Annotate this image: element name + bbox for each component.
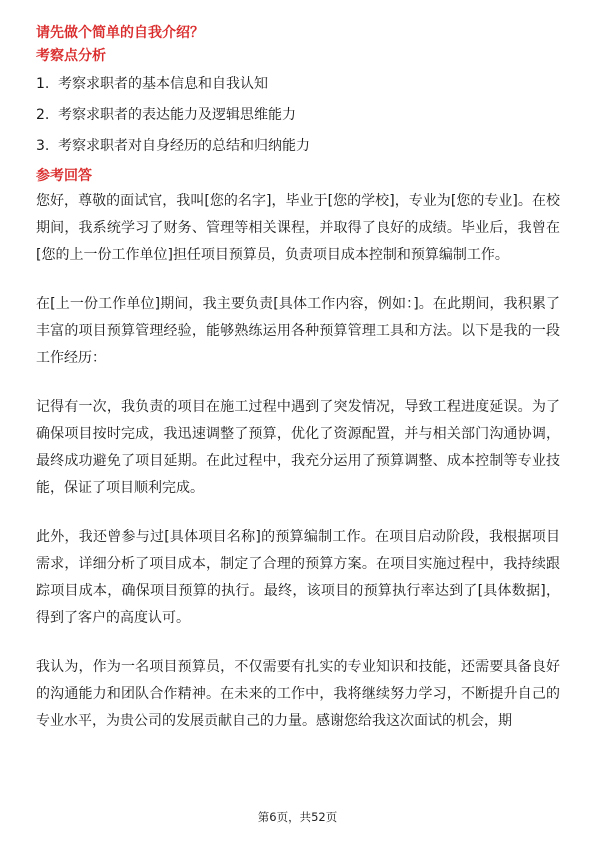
analysis-points — [36, 69, 560, 162]
answer-paragraph-2: 在[上一份工作单位]期间，我主要负责[具体工作内容，例如：]。在此期间，我积累了丰富的项目预算管理经验，能够熟练运用各种预算管理工具和方法。以下是我的一段工作经历： — [36, 296, 560, 366]
answer-body — [36, 188, 560, 735]
page-number-footer: 第6页，共52页 — [257, 810, 338, 824]
answer-paragraph-4: 此外，我还曾参与过[具体项目名称]的预算编制工作。在项目启动阶段，我根据项目需求，详细分析了项目成本，制定了合理的预算方案。在项目实施过程中，我持续跟踪项目成本，确保项目预算的执行。最终，该项目的预算执行率达到了[具体数据]，得到了客户的高度认可。 — [36, 529, 560, 626]
point-text: 考察求职者对自身经历的总结和归纳能力 — [58, 138, 310, 154]
point-text: 考察求职者的基本信息和自我认知 — [58, 76, 268, 92]
answer-paragraph-1: 您好，尊敬的面试官，我叫[您的名字]，毕业于[您的学校]，专业为[您的专业]。在校期间，我系统学习了财务、管理等相关课程，并取得了良好的成绩。毕业后，我曾在[您的上一份工作单位]担任项目预算员，负责项目成本控制和预算编制工作。 — [36, 193, 560, 263]
answer-heading: 参考回答 — [36, 168, 92, 184]
point-number: 1. — [36, 76, 50, 92]
analysis-point-1 — [36, 69, 560, 100]
point-number: 2. — [36, 107, 50, 123]
point-number: 3. — [36, 138, 50, 154]
document-page — [36, 22, 560, 757]
analysis-heading: 考察点分析 — [36, 48, 106, 64]
answer-paragraph-3: 记得有一次，我负责的项目在施工过程中遇到了突发情况，导致工程进度延误。为了确保项目按时完成，我迅速调整了预算，优化了资源配置，并与相关部门沟通协调，最终成功避免了项目延期。在此过程中，我充分运用了预算调整、成本控制等专业技能，保证了项目顺利完成。 — [36, 399, 560, 496]
point-text: 考察求职者的表达能力及逻辑思维能力 — [58, 107, 296, 123]
analysis-point-3 — [36, 131, 560, 162]
answer-paragraph-5: 我认为，作为一名项目预算员，不仅需要有扎实的专业知识和技能，还需要具备良好的沟通能力和团队合作精神。在未来的工作中，我将继续努力学习，不断提升自己的专业水平，为贵公司的发展贡献自己的力量。感谢您给我这次面试的机会，期 — [36, 659, 560, 729]
analysis-point-2 — [36, 100, 560, 131]
question-title: 请先做个简单的自我介绍？ — [36, 25, 204, 41]
